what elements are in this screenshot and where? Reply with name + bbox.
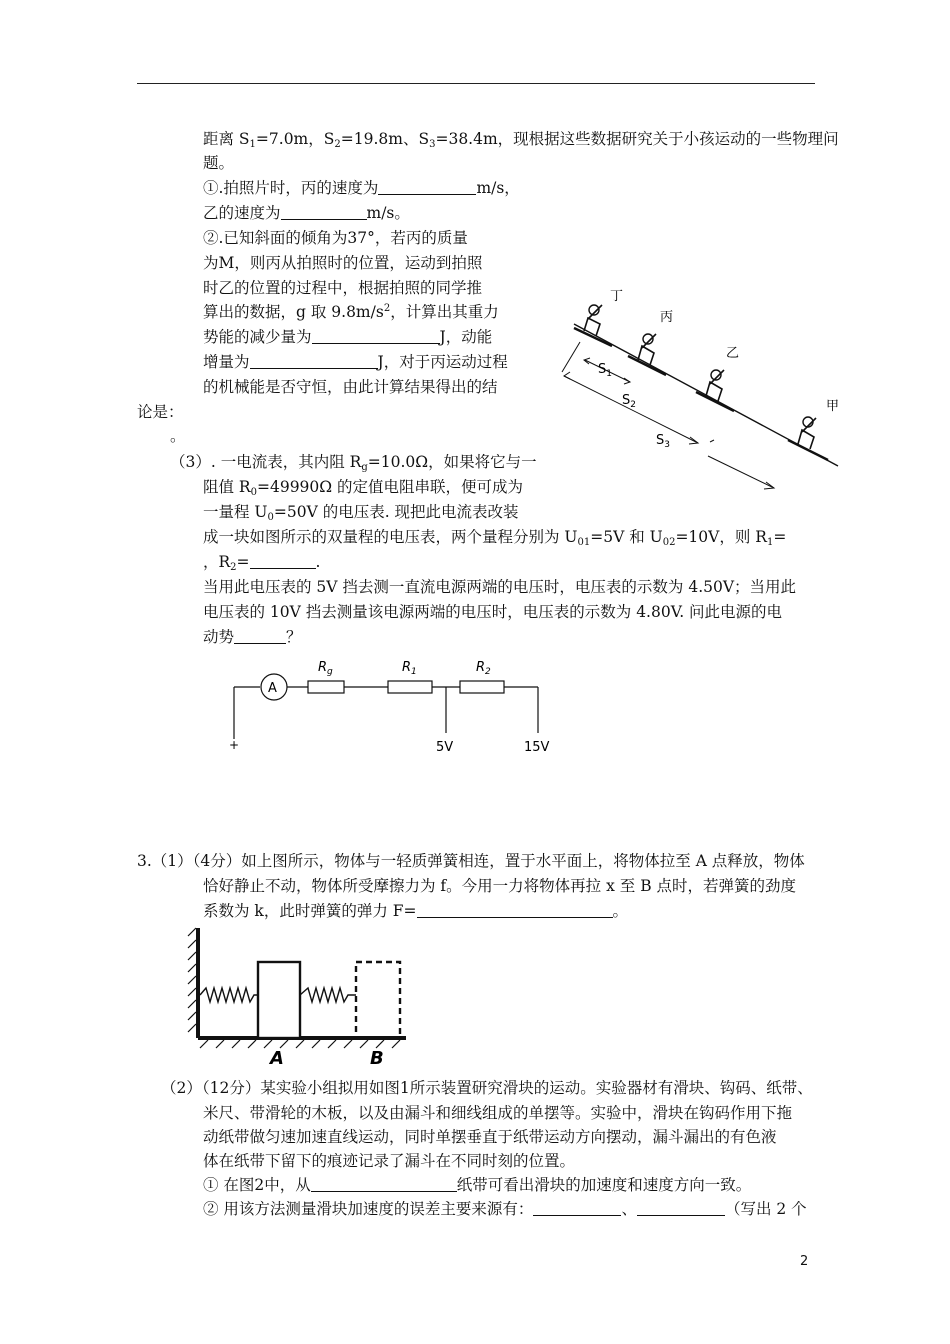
child-figure-jia	[788, 417, 828, 460]
block-b-dashed	[356, 962, 400, 1038]
answer-blank	[637, 1200, 725, 1216]
q2-line-9: 。	[170, 427, 186, 445]
spring-block-figure	[180, 922, 420, 1072]
label-plus: +	[229, 738, 240, 752]
p3-line-1: （3）. 一电流表，其内阻 $R_g=10.0\Omega$，如果将它与一	[170, 453, 537, 473]
spring-2	[300, 988, 356, 1002]
answer-blank	[250, 553, 316, 569]
q3b-line-6: ② 用该方法测量滑块加速度的误差主要来源有： 、 （写出 2 个	[203, 1200, 807, 1218]
label-r1: $R_1$	[402, 660, 417, 677]
label-s1: $S_1$	[598, 362, 612, 379]
child-figure-bing	[628, 334, 666, 375]
label-s3: $S_3$	[656, 433, 670, 450]
answer-blank	[234, 628, 286, 644]
q2-line-4: 算出的数据，g 取 $9.8m/s^2$，计算出其重力	[203, 303, 499, 321]
answer-blank	[312, 328, 440, 344]
spring-1	[200, 988, 258, 1002]
label-rg: $R_g$	[318, 660, 333, 677]
q3-line-2: 恰好静止不动，物体所受摩擦力为 f。今用一力将物体再拉 x 至 B 点时，若弹簧的劲度	[203, 877, 797, 895]
q2-line-6: 增量为 J，对于丙运动过程	[203, 353, 508, 371]
label-bing: 丙	[660, 310, 674, 325]
label-yi: 乙	[726, 346, 740, 361]
q3-line-3: 系数为 k，此时弹簧的弹力 F= 。	[203, 902, 629, 920]
label-5v: 5V	[436, 740, 454, 755]
q2-line-3: 时乙的位置的过程中，根据拍照的同学推	[203, 279, 483, 297]
answer-blank	[281, 204, 367, 220]
answer-blank	[417, 902, 613, 918]
q3b-line-4: 体在纸带下留下的痕迹记录了漏斗在不同时刻的位置。	[203, 1152, 576, 1170]
p3-line-5: ，$R_2=$ .	[203, 553, 321, 573]
answer-blank	[378, 179, 476, 195]
q2-line-8: 论是：	[137, 403, 184, 421]
q2-line-2: 为M，则丙从拍照时的位置，运动到拍照	[203, 254, 483, 272]
resistor-r2	[460, 681, 504, 693]
circuit-diagram	[220, 655, 580, 765]
q1-line-b: 乙的速度为 m/s。	[203, 204, 410, 222]
label-a: A	[270, 1048, 284, 1069]
q2-line-5: 势能的减少量为 J，动能	[203, 328, 493, 346]
p3-line-4: 成一块如图所示的双量程的电压表，两个量程分别为 $U_{01}=5V$ 和 $U_{02}=10V$，则 $R_1=$	[203, 528, 787, 548]
resistor-rg	[308, 681, 344, 693]
header-rule	[137, 83, 815, 84]
q3b-line-1: （2）（12分）某实验小组拟用如图1所示装置研究滑块的运动。实验器材有滑块、钩码、纸带、	[161, 1079, 813, 1097]
label-s2: $S_2$	[622, 393, 636, 410]
answer-blank	[311, 1176, 457, 1192]
child-figure-yi	[696, 370, 734, 411]
ammeter-label: A	[268, 681, 277, 696]
label-15v: 15V	[524, 740, 550, 755]
p3-line-6: 当用此电压表的 5V 挡去测一直流电源两端的电压时，电压表的示数为 4.50V；当用此	[203, 578, 797, 596]
page-number: 2	[800, 1254, 809, 1269]
resistor-r1	[388, 681, 432, 693]
p1-line-2: 题。	[203, 154, 235, 172]
p3-line-8: 动势 ？	[203, 628, 302, 646]
label-b: B	[370, 1048, 384, 1069]
p1-line-1: 距离 $S_1=7.0m$，$S_2=19.8m$、$S_3=38.4m$，现根据这些数据研究关于小孩运动的一些物理问	[203, 130, 839, 150]
q3-line-1: 3.（1）（4分）如上图所示，物体与一轻质弹簧相连，置于水平面上，将物体拉至 A 点释放，物体	[137, 852, 805, 870]
label-jia: 甲	[826, 399, 840, 414]
q2-line-1: ②.已知斜面的倾角为37°，若丙的质量	[203, 229, 468, 247]
q3b-line-2: 米尺、带滑轮的木板，以及由漏斗和细线组成的单摆等。实验中，滑块在钩码作用下拖	[203, 1104, 793, 1122]
p3-line-2: 阻值 $R_0=49990\Omega$ 的定值电阻串联，便可成为	[203, 478, 524, 498]
p3-line-7: 电压表的 10V 挡去测量该电源两端的电压时，电压表的示数为 4.80V. 问此电源的电	[203, 603, 783, 621]
q3b-line-3: 动纸带做匀速加速直线运动，同时单摆垂直于纸带运动方向摆动，漏斗漏出的有色液	[203, 1128, 777, 1146]
label-r2: $R_2$	[476, 660, 491, 677]
label-ding: 丁	[610, 289, 624, 304]
q3b-line-5: ① 在图2中，从 纸带可看出滑块的加速度和速度方向一致。	[203, 1176, 752, 1194]
answer-blank	[250, 353, 378, 369]
q2-line-7: 的机械能是否守恒，由此计算结果得出的结	[203, 378, 498, 396]
incline-figure	[550, 280, 850, 510]
p3-line-3: 一量程 $U_0=50V$ 的电压表. 现把此电流表改装	[203, 503, 519, 523]
block-a	[258, 962, 300, 1038]
answer-blank	[533, 1200, 621, 1216]
child-figure-ding	[574, 305, 612, 346]
q1-line-a: ①.拍照片时，丙的速度为 m/s，	[203, 179, 520, 197]
